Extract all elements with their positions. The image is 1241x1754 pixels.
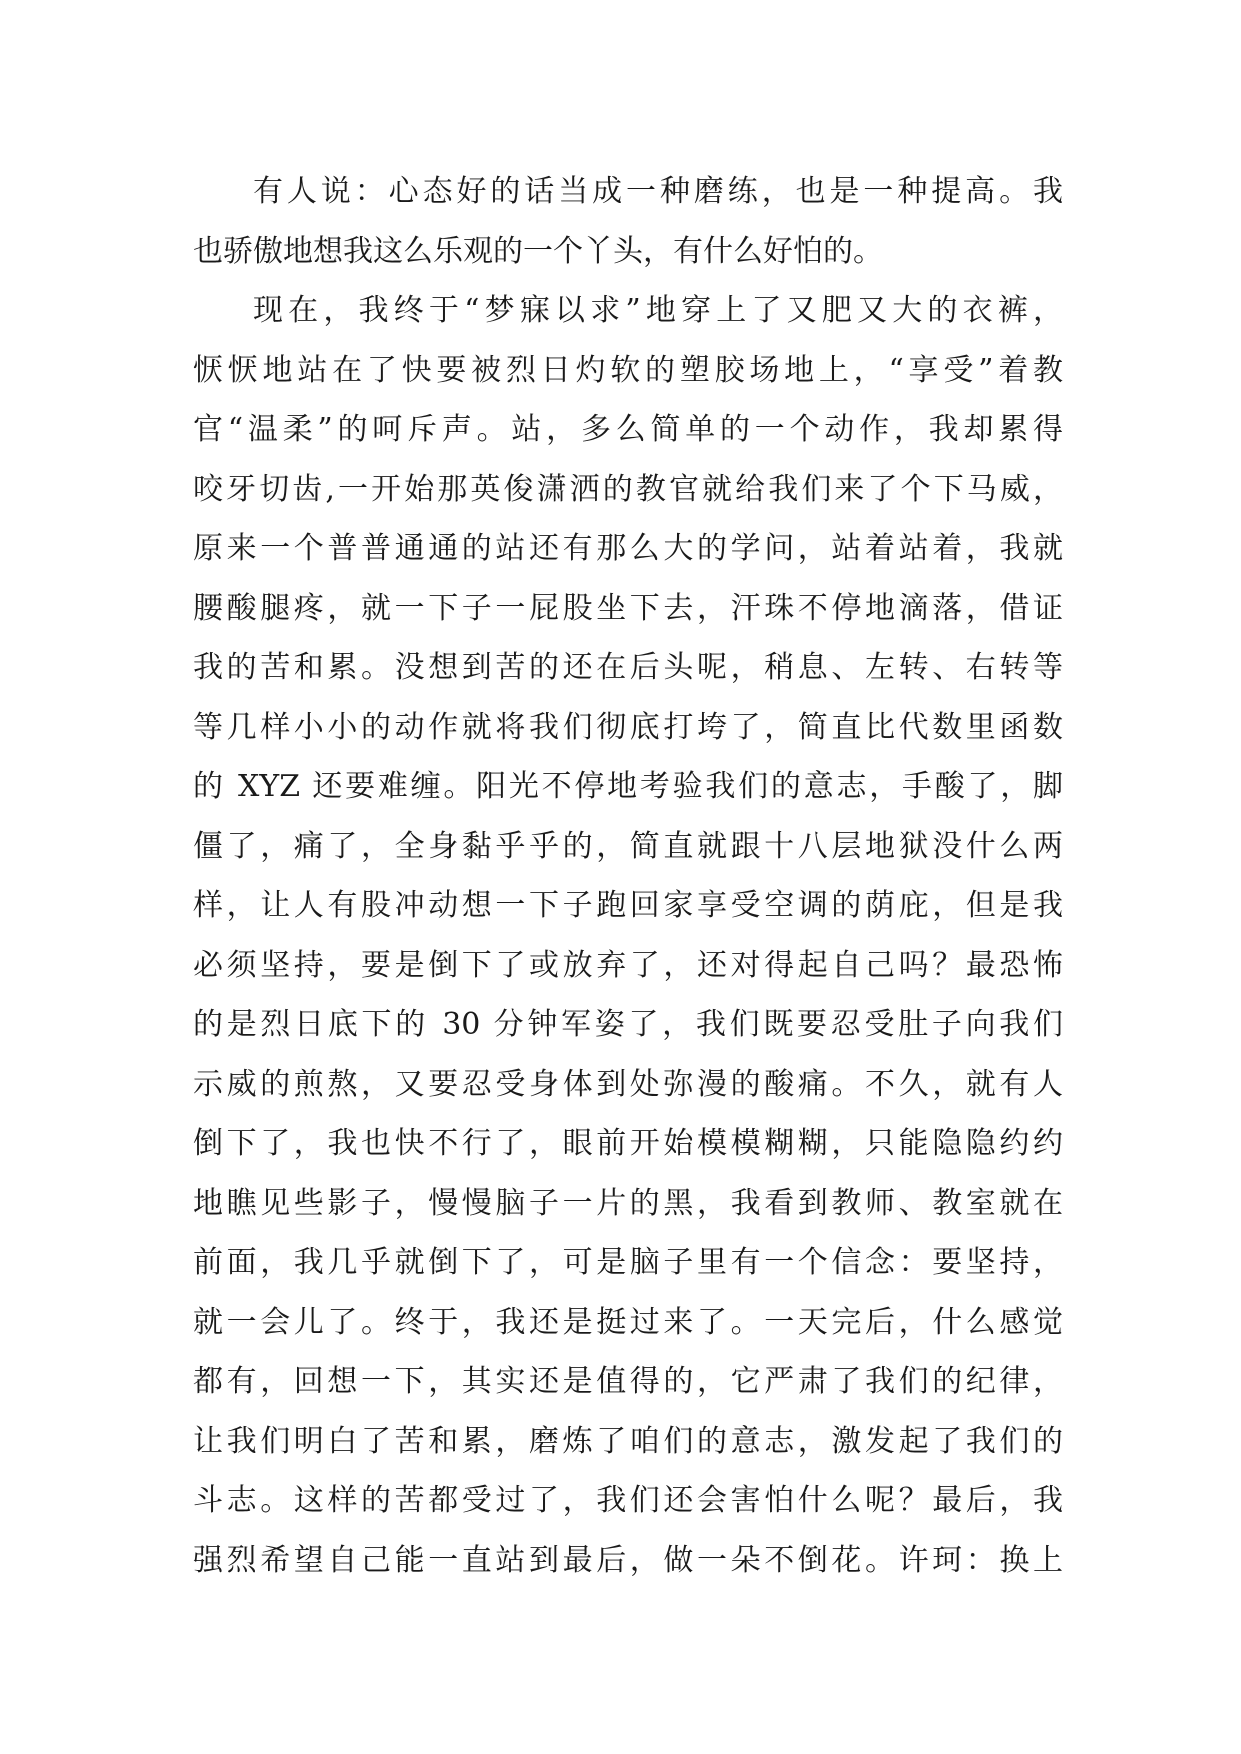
body-text bbox=[193, 162, 1063, 1590]
text-line: 的是烈日底下的 30 分钟军姿了，我们既要忍受肚子向我们 bbox=[193, 1007, 1063, 1042]
text-line: 腰酸腿疼，就一下子一屁股坐下去，汗珠不停地滴落，借证 bbox=[193, 590, 1063, 626]
text-line: 样，让人有股冲动想一下子跑回家享受空调的荫庇，但是我 bbox=[193, 888, 1063, 923]
text-line: 原来一个普普通通的站还有那么大的学问，站着站着，我就 bbox=[193, 531, 1063, 566]
text-line: 斗志。这样的苦都受过了，我们还会害怕什么呢？最后，我 bbox=[193, 1483, 1063, 1518]
text-line: 就一会儿了。终于，我还是挺过来了。一天完后，什么感觉 bbox=[193, 1304, 1063, 1340]
text-line: 现在，我终于“梦寐以求”地穿上了又肥又大的衣裤， bbox=[253, 293, 1063, 328]
text-line: 我的苦和累。没想到苦的还在后头呢，稍息、左转、右转等 bbox=[193, 650, 1063, 685]
text-line: 示威的煎熬，又要忍受身体到处弥漫的酸痛。不久，就有人 bbox=[193, 1066, 1063, 1102]
text-line: 地瞧见些影子，慢慢脑子一片的黑，我看到教师、教室就在 bbox=[193, 1185, 1063, 1221]
text-line: 前面，我几乎就倒下了，可是脑子里有一个信念：要坚持， bbox=[193, 1245, 1063, 1280]
text-line: 恹恹地站在了快要被烈日灼软的塑胶场地上，“享受”着教 bbox=[193, 352, 1063, 388]
text-line: 僵了，痛了，全身黏乎乎的，简直就跟十八层地狱没什么两 bbox=[193, 828, 1063, 864]
text-line: 官“温柔”的呵斥声。站，多么简单的一个动作，我却累得 bbox=[193, 412, 1063, 447]
text-line: 都有，回想一下，其实还是值得的，它严肃了我们的纪律， bbox=[193, 1364, 1063, 1399]
text-line: 倒下了，我也快不行了，眼前开始模模糊糊，只能隐隐约约 bbox=[193, 1126, 1063, 1161]
text-line: 咬牙切齿,一开始那英俊潇洒的教官就给我们来了个下马威， bbox=[193, 471, 1063, 507]
text-line: 必须坚持，要是倒下了或放弃了，还对得起自己吗？最恐怖 bbox=[193, 947, 1063, 983]
text-line: 也骄傲地想我这么乐观的一个丫头，有什么好怕的。 bbox=[193, 233, 883, 269]
text-line: 让我们明白了苦和累，磨炼了咱们的意志，激发起了我们的 bbox=[193, 1423, 1063, 1459]
text-line: 强烈希望自己能一直站到最后，做一朵不倒花。许珂：换上 bbox=[193, 1542, 1063, 1578]
text-line: 等几样小小的动作就将我们彻底打垮了，简直比代数里函数 bbox=[193, 709, 1063, 745]
text-line: 的 XYZ 还要难缠。阳光不停地考验我们的意志，手酸了，脚 bbox=[193, 769, 1063, 804]
text-line: 有人说：心态好的话当成一种磨练，也是一种提高。我 bbox=[253, 174, 1063, 209]
